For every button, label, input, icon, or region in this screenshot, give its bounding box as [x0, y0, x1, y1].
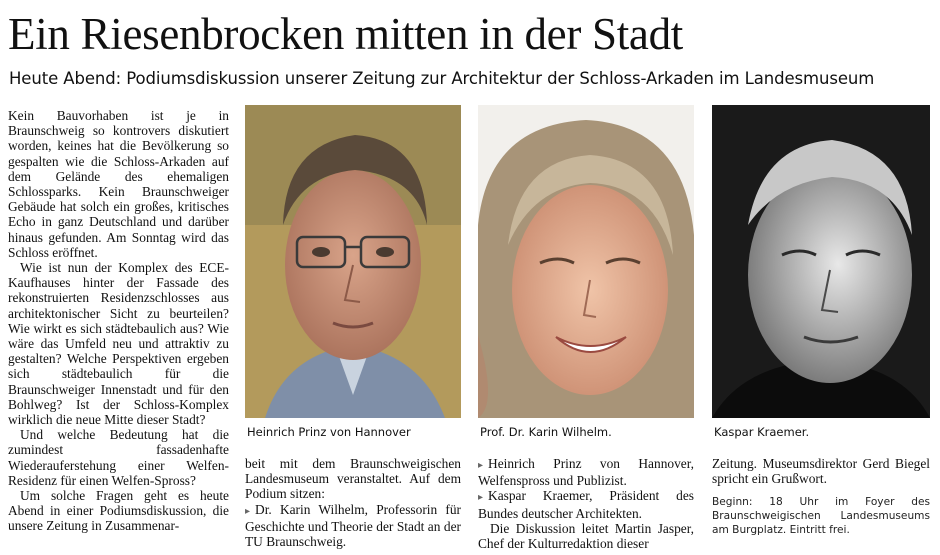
- paragraph-greeting: Zeitung. Museumsdirektor Gerd Biegel spricht ein Grußwort.: [712, 456, 930, 487]
- photo-caption-heinrich: Heinrich Prinz von Hannover: [247, 425, 411, 439]
- event-info-note: Beginn: 18 Uhr im Foyer des Braunschweigischen Landesmuseums am Burgplatz. Eintritt frei.: [712, 496, 930, 537]
- subheadline: Heute Abend: Podiumsdiskussion unserer Zeitung zur Architektur der Schloss-Arkaden im Landesmuseum: [9, 69, 875, 88]
- photo-karin-wilhelm: [478, 105, 694, 418]
- panelist-heinrich: ▸ Heinrich Prinz von Hannover, Welfenspross und Publizist.: [478, 456, 694, 488]
- photo-kaspar-kraemer: [712, 105, 930, 418]
- headline: Ein Riesenbrocken mitten in der Stadt: [8, 9, 683, 59]
- paragraph-questions: Wie ist nun der Komplex des ECE-Kaufhauses hinter der Fassade des rekonstruierten Residenzschlosses aus architektonischer Sicht zu beurteilen? Wie wirkt es sich städtebaulich aus? Wie wäre das Umfeld neu und attraktiv zu gestalten? Welche Perspektiven ergeben sich städtebaulich für die Braunschweiger Innenstadt und für den Bohlweg? Ist der Schloss-Komplex wirklich die neue Mitte dieser Stadt?: [8, 260, 229, 428]
- paragraph-moderator: Die Diskussion leitet Martin Jasper, Chef der Kulturredaktion dieser: [478, 520, 694, 552]
- article-column-2: [245, 456, 461, 549]
- portrait-woman-smiling: [478, 105, 694, 418]
- photo-caption-wilhelm: Prof. Dr. Karin Wilhelm.: [480, 425, 612, 439]
- paragraph-event: Um solche Fragen geht es heute Abend in einer Podiumsdiskussion, die unsere Zeitung in Zusammenar-: [8, 488, 229, 534]
- article-column-4: [712, 456, 930, 537]
- portrait-man-glasses: [245, 105, 461, 418]
- article-column-1: [8, 108, 229, 534]
- panelist-wilhelm: ▸ Dr. Karin Wilhelm, Professorin für Geschichte und Theorie der Stadt an der TU Braunschweig.: [245, 502, 461, 550]
- paragraph-welfen: Und welche Bedeutung hat die zumindest fassadenhafte Wiederauferstehung einer Welfen-Residenz für einen Welfen-Spross?: [8, 427, 229, 488]
- paragraph-podium: beit mit dem Braunschweigischen Landesmuseum veranstaltet. Auf dem Podium sitzen:: [245, 456, 461, 502]
- photo-caption-kraemer: Kaspar Kraemer.: [714, 425, 810, 439]
- paragraph-intro: Kein Bauvorhaben ist je in Braunschweig so kontrovers diskutiert worden, keines hat die Bevölkerung so gespalten wie die Schloss-Arkaden auf dem Gelände des ehemaligen Schlossparks. Kein Braunschweiger Gebäude hat solch ein großes, kritisches Echo in ganz Deutschland und darüber hinaus gefunden. Am Sonntag wird das Schloss eröffnet.: [8, 108, 229, 260]
- photo-heinrich-prinz-von-hannover: [245, 105, 461, 418]
- portrait-man-bw: [712, 105, 930, 418]
- article-column-3: [478, 456, 694, 551]
- panelist-kraemer: ▸ Kaspar Kraemer, Präsident des Bundes deutscher Architekten.: [478, 488, 694, 520]
